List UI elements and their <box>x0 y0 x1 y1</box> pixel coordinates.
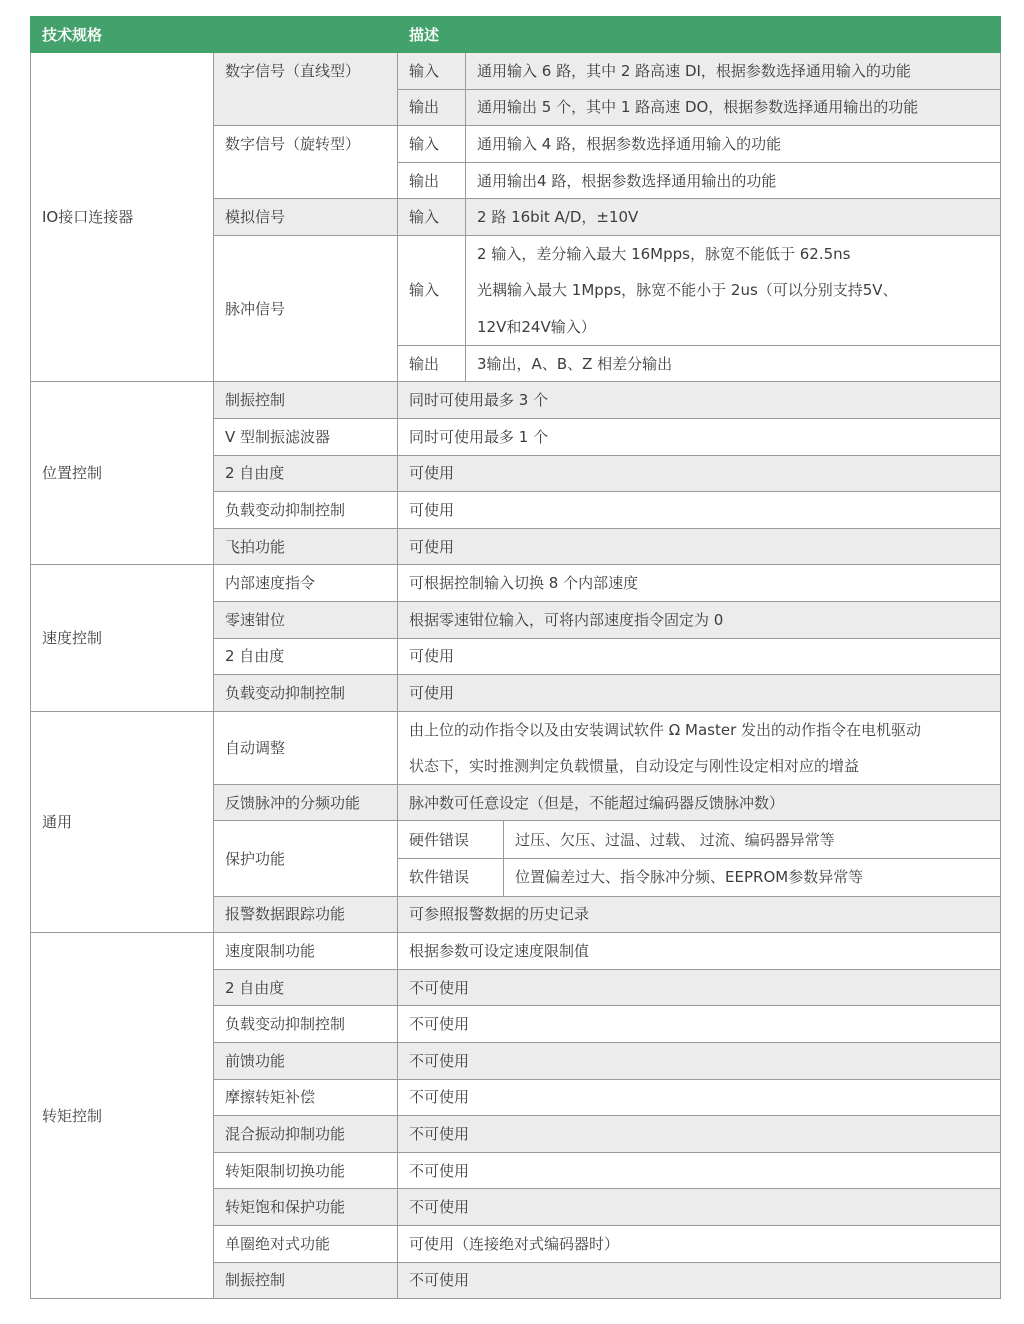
row-name: 摩擦转矩补偿 <box>214 1079 398 1116</box>
protect-cell-hw <box>398 821 1001 859</box>
row-name: 负载变动抑制控制 <box>214 492 398 529</box>
row-name: 自动调整 <box>214 711 398 784</box>
row-name: 数字信号（直线型） <box>214 53 398 126</box>
row-desc: 由上位的动作指令以及由安装调试软件 Ω Master 发出的动作指令在电机驱动 <box>398 711 1001 748</box>
io-label: 输出 <box>398 162 466 199</box>
row-desc: 可使用 <box>398 528 1001 565</box>
row-desc: 可使用 <box>398 492 1001 529</box>
row-name: 保护功能 <box>214 821 398 896</box>
io-label: 输入 <box>398 53 466 90</box>
row-desc: 可使用 <box>398 638 1001 675</box>
row-name: 负载变动抑制控制 <box>214 1006 398 1043</box>
row-name: V 型制振滤波器 <box>214 418 398 455</box>
row-name: 2 自由度 <box>214 638 398 675</box>
row-name: 速度限制功能 <box>214 933 398 970</box>
protect-label-hw: 硬件错误 <box>398 821 504 858</box>
row-name: 负载变动抑制控制 <box>214 675 398 712</box>
category-position: 位置控制 <box>31 382 214 565</box>
row-desc: 可使用（连接绝对式编码器时） <box>398 1226 1001 1263</box>
row-name: 报警数据跟踪功能 <box>214 896 398 933</box>
row-desc: 不可使用 <box>398 1262 1001 1299</box>
row-name: 2 自由度 <box>214 455 398 492</box>
row-desc: 通用输出4 路，根据参数选择通用输出的功能 <box>466 162 1001 199</box>
row-desc: 过压、欠压、过温、过载、 过流、编码器异常等 <box>515 830 835 849</box>
row-desc: 通用输入 6 路，其中 2 路高速 DI，根据参数选择通用输入的功能 <box>466 53 1001 90</box>
row-desc: 不可使用 <box>398 1152 1001 1189</box>
io-label: 输入 <box>398 235 466 345</box>
io-label: 输出 <box>398 89 466 126</box>
row-desc: 脉冲数可任意设定（但是，不能超过编码器反馈脉冲数） <box>398 784 1001 821</box>
category-io: IO接口连接器 <box>31 53 214 382</box>
row-name: 混合振动抑制功能 <box>214 1116 398 1153</box>
row-desc: 12V和24V输入） <box>466 309 1001 346</box>
row-name: 反馈脉冲的分频功能 <box>214 784 398 821</box>
protect-cell-sw <box>398 859 1001 897</box>
row-name: 数字信号（旋转型） <box>214 126 398 199</box>
row-desc: 可参照报警数据的历史记录 <box>398 896 1001 933</box>
row-desc: 可根据控制输入切换 8 个内部速度 <box>398 565 1001 602</box>
row-desc: 状态下，实时推测判定负载惯量，自动设定与刚性设定相对应的增益 <box>398 748 1001 785</box>
row-desc: 不可使用 <box>398 1116 1001 1153</box>
category-torque: 转矩控制 <box>31 933 214 1299</box>
row-desc: 不可使用 <box>398 1189 1001 1226</box>
row-name: 单圈绝对式功能 <box>214 1226 398 1263</box>
row-desc: 不可使用 <box>398 969 1001 1006</box>
io-label: 输出 <box>398 345 466 382</box>
row-desc: 可使用 <box>398 455 1001 492</box>
row-name: 前馈功能 <box>214 1043 398 1080</box>
row-desc: 不可使用 <box>398 1079 1001 1116</box>
row-desc: 根据零速钳位输入，可将内部速度指令固定为 0 <box>398 601 1001 638</box>
row-desc: 不可使用 <box>398 1006 1001 1043</box>
spec-table <box>30 16 1001 1299</box>
category-general: 通用 <box>31 711 214 933</box>
row-name: 制振控制 <box>214 1262 398 1299</box>
row-desc: 不可使用 <box>398 1043 1001 1080</box>
row-desc: 可使用 <box>398 675 1001 712</box>
row-name: 零速钳位 <box>214 601 398 638</box>
row-desc: 通用输入 4 路，根据参数选择通用输入的功能 <box>466 126 1001 163</box>
protect-label-sw: 软件错误 <box>398 859 504 896</box>
row-name: 脉冲信号 <box>214 235 398 381</box>
row-name: 内部速度指令 <box>214 565 398 602</box>
row-desc: 2 路 16bit A/D，±10V <box>466 199 1001 236</box>
header-spec: 技术规格 <box>31 17 398 53</box>
row-desc: 2 输入，差分输入最大 16Mpps，脉宽不能低于 62.5ns <box>466 235 1001 272</box>
row-desc: 同时可使用最多 3 个 <box>398 382 1001 419</box>
row-name: 制振控制 <box>214 382 398 419</box>
table-header <box>31 17 1001 53</box>
row-desc: 3输出，A、B、Z 相差分输出 <box>466 345 1001 382</box>
row-name: 转矩饱和保护功能 <box>214 1189 398 1226</box>
header-desc: 描述 <box>398 17 1001 53</box>
row-desc: 光耦输入最大 1Mpps，脉宽不能小于 2us（可以分别支持5V、 <box>466 272 1001 309</box>
row-desc: 根据参数可设定速度限制值 <box>398 933 1001 970</box>
io-label: 输入 <box>398 126 466 163</box>
row-name: 转矩限制切换功能 <box>214 1152 398 1189</box>
row-desc: 通用输出 5 个，其中 1 路高速 DO，根据参数选择通用输出的功能 <box>466 89 1001 126</box>
row-name: 飞拍功能 <box>214 528 398 565</box>
row-desc: 同时可使用最多 1 个 <box>398 418 1001 455</box>
row-name: 模拟信号 <box>214 199 398 236</box>
category-speed: 速度控制 <box>31 565 214 711</box>
row-desc: 位置偏差过大、指令脉冲分频、EEPROM参数异常等 <box>515 868 864 887</box>
io-label: 输入 <box>398 199 466 236</box>
row-name: 2 自由度 <box>214 969 398 1006</box>
